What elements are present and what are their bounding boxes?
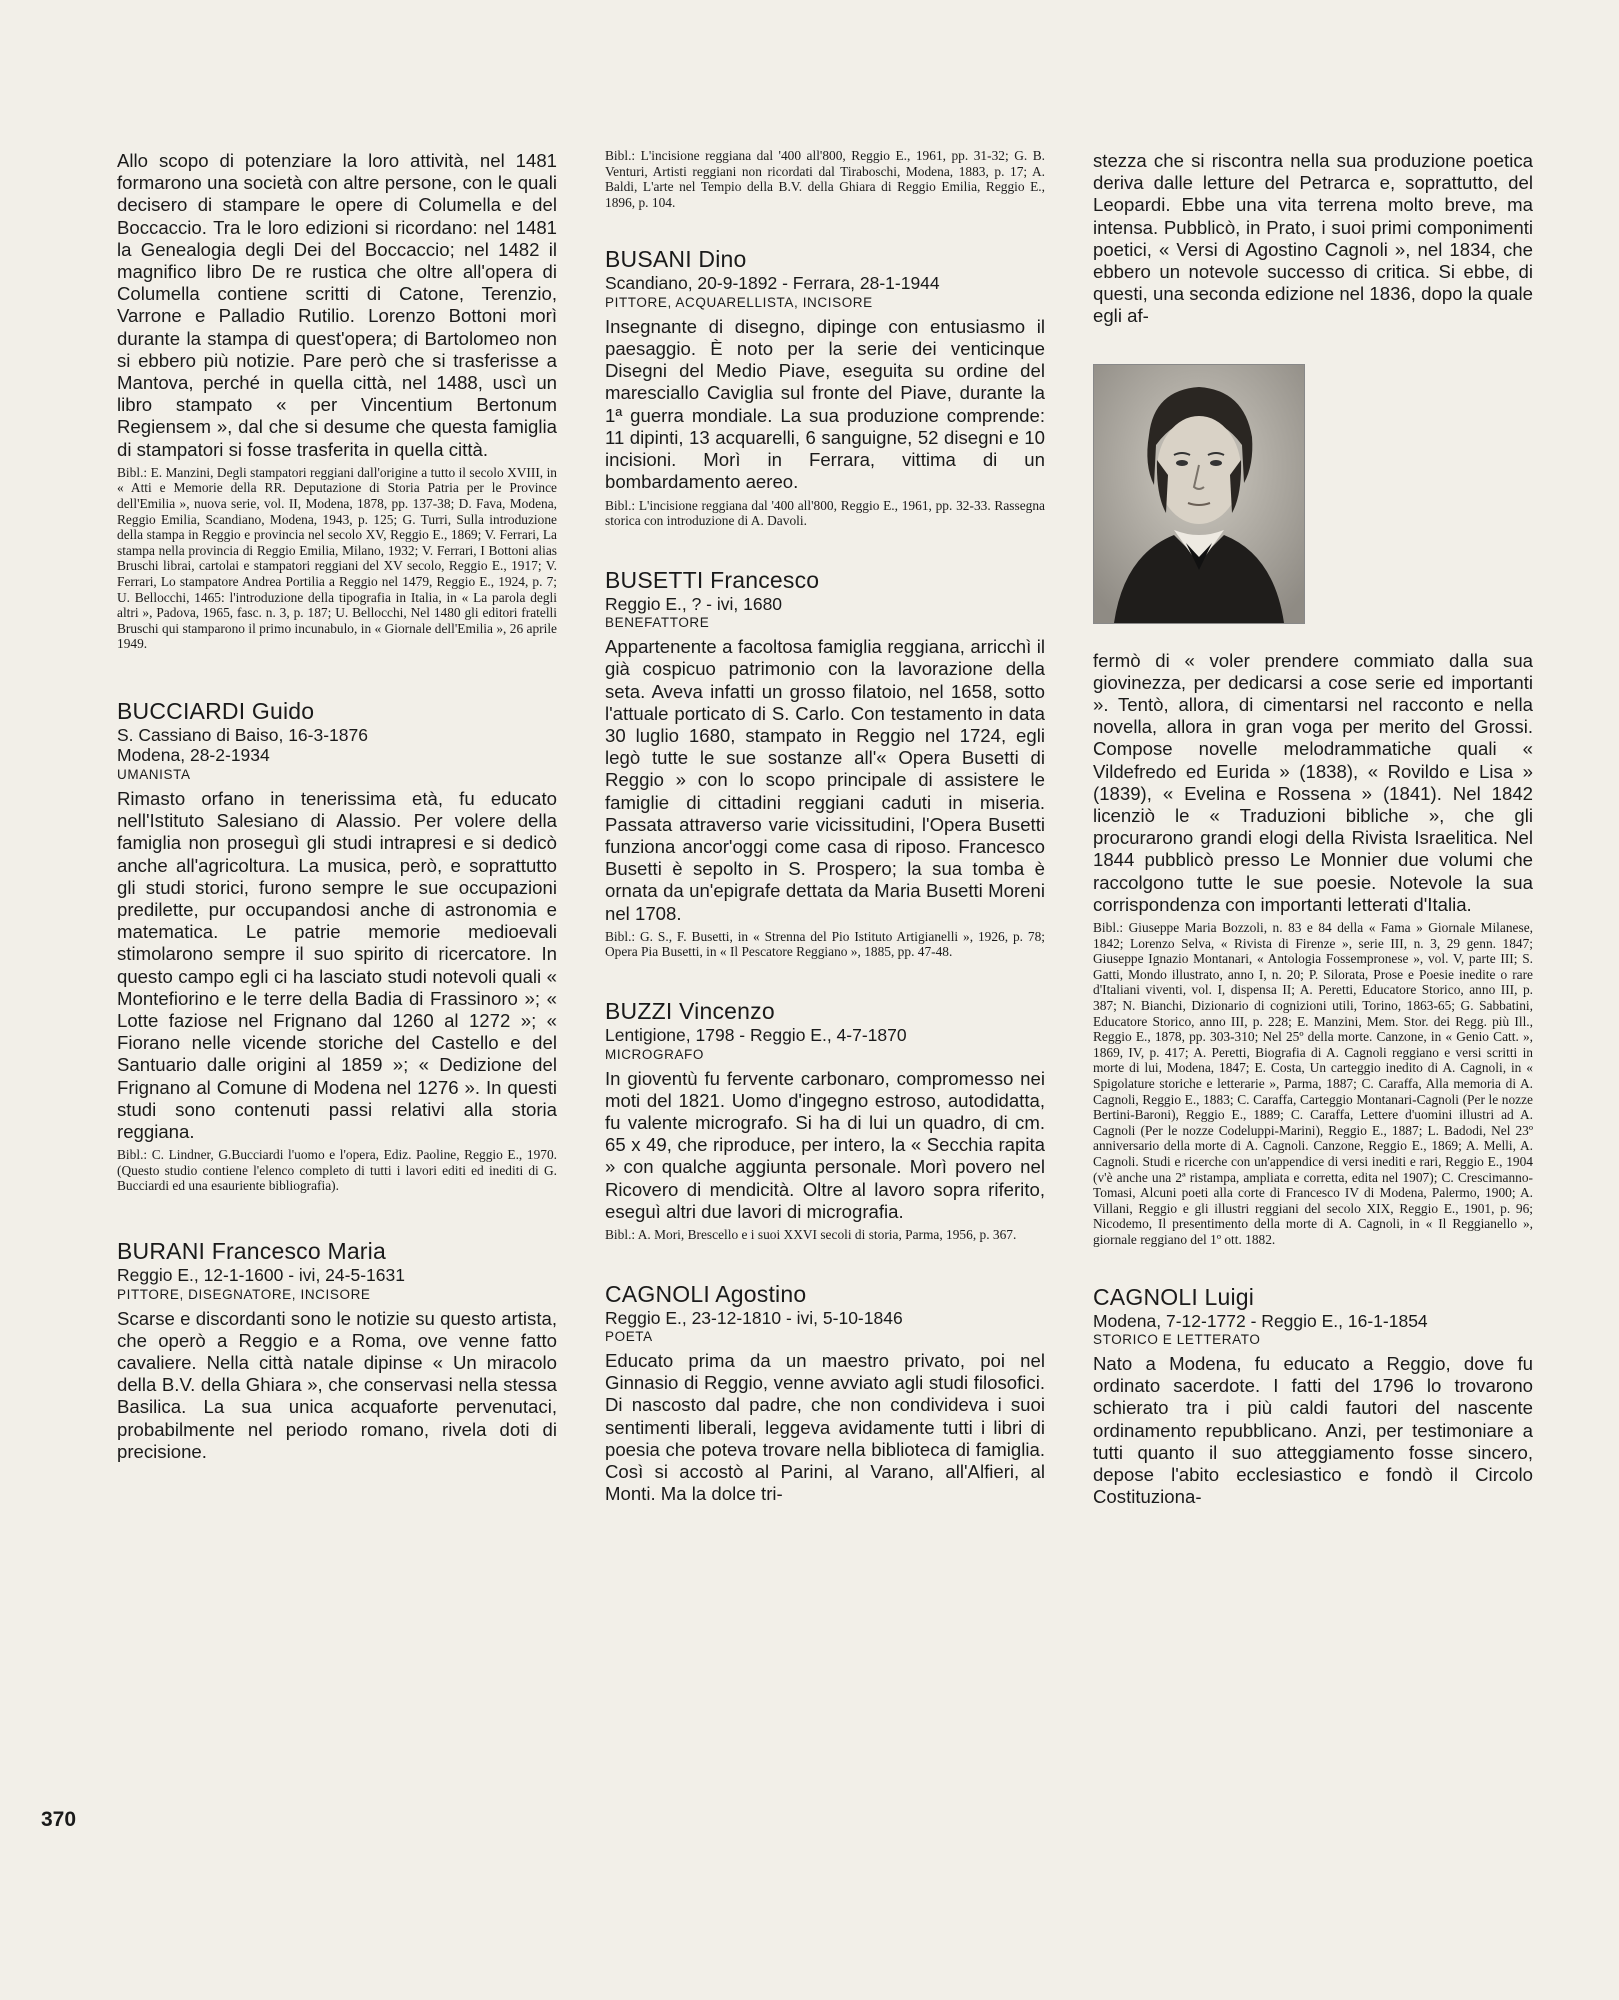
entry-place: Reggio E., 12-1-1600 - ivi, 24-5-1631: [117, 1265, 405, 1285]
entry-place: S. Cassiano di Baiso, 16-3-1876: [117, 724, 368, 745]
entry-cagnoli-luigi: [1093, 1284, 1533, 1509]
portrait-image: [1093, 364, 1305, 624]
entry-busetti: [605, 567, 1045, 960]
entry-name: BUZZI Vincenzo: [605, 998, 775, 1025]
entry-name: BUSETTI Francesco: [605, 566, 820, 593]
entry-bibliography: Bibl.: G. S., F. Busetti, in « Strenna del Pio Istituto Artigianelli », 1926, p. 78; Opera Pia Busetti, in « Il Pescatore Reggiano », 1885, pp. 47-48.: [605, 928, 1045, 960]
entry-name: CAGNOLI Luigi: [1093, 1283, 1255, 1310]
entry-text: Educato prima da un maestro privato, poi nel Ginnasio di Reggio, venne avviato agli studi filosofici. Di nascosto dal padre, che non condivideva i suoi sentimenti liberali, leggeva avidamente tutti i libri di poesia che poteva trovare nella biblioteca di famiglia. Così si accostò al Parini, al Varano, all'Alfieri, al Monti. Ma la dolce tri-: [605, 1350, 1045, 1505]
entry-text: Scarse e discordanti sono le notizie su questo artista, che operò a Reggio e a Roma, ove venne fatto cavaliere. Nella città natale dipinse « Un miracolo della B.V. della Ghiara », che conservasi nella stessa Basilica. La sua unica acquaforte pervenutaci, probabilmente nel periodo romano, rivela doti di precisione.: [117, 1307, 557, 1462]
entry-place: Modena, 7-12-1772 - Reggio E., 16-1-1854: [1093, 1310, 1428, 1331]
portrait-icon: [1094, 365, 1304, 623]
entry-role: POETA: [605, 1329, 653, 1345]
top-bibliography: Bibl.: L'incisione reggiana dal '400 all'800, Reggio E., 1961, pp. 31-32; G. B. Venturi, Artisti reggiani non ricordati dal Tiraboschi, Modena, 1883, p. 17; A. Baldi, L'arte nel Tempio della B.V. della Ghiara di Reggio Emilia, Reggio E., 1896, p. 104.: [605, 148, 1045, 210]
entry-busani: [605, 246, 1045, 528]
entry-cagnoli-agostino: [605, 1281, 1045, 1506]
column-2: [605, 148, 1045, 1505]
entry-role: STORICO E LETTERATO: [1093, 1332, 1261, 1348]
entry-place-2: Modena, 28-2-1934: [117, 745, 270, 766]
entry-burani: [117, 1238, 557, 1463]
entry-place: Lentigione, 1798 - Reggio E., 4-7-1870: [605, 1025, 907, 1046]
column-1: [117, 150, 557, 1463]
entry-place: Reggio E., ? - ivi, 1680: [605, 593, 783, 614]
continued-text: stezza che si riscontra nella sua produzione poetica deriva dalle letture del Petrarca e, soprattutto, del Leopardi. Ebbe una vita terrena molto breve, ma intensa. Pubblicò, in Prato, i suoi primi componimenti poetici, « Versi di Agostino Cagnoli », nel 1834, che ebbero un notevole successo di critica. Si ebbe, di questi, una seconda edizione nel 1836, dopo la quale egli af-: [1093, 150, 1533, 327]
continued-text-2: fermò di « voler prendere commiato dalla sua giovinezza, per dedicarsi a cose serie ed importanti ». Tentò, allora, di cimentarsi nel racconto e nella novella, allora in gran voga per merito del Grossi. Compose novelle melodrammatiche quali « Vildefredo ed Eurida » (1838), « Rovildo e Lisa » (1839), « Evelina e Rossena » (1841). Nel 1842 licenziò le « Traduzioni bibliche », che gli procurarono grandi elogi della Rivista Israelitica. Nel 1844 pubblicò presso Le Monnier due volumi che raccolgono tutte le sue poesie. Notevole la sua corrispondenza con importanti letterati d'Italia.: [1093, 649, 1533, 915]
page-number: 370: [41, 1808, 77, 1831]
entry-place: Scandiano, 20-9-1892 - Ferrara, 28-1-1944: [605, 273, 940, 294]
entry-name: BUCCIARDI Guido: [117, 697, 315, 724]
entry-text: Appartenente a facoltosa famiglia reggiana, arricchì il già cospicuo patrimonio con la lavorazione della seta. Aveva infatti un grosso filatoio, nel 1658, sotto l'attuale porticato di S. Carlo. Con testamento in data 30 luglio 1680, stampato in Reggio nel 1724, egli legò tutte le sue sostanze all'« Opera Busetti di Reggio » con lo scopo principale di assistere le famiglie di cittadini reggiani caduti in miseria. Passata attraverso varie vicissitudini, l'Opera Busetti funziona ancor'oggi come casa di riposo. Francesco Busetti è sepolto in S. Prospero; la sua tomba è ornata da un'epigrafe dettata da Maria Busetti Moreni nel 1708.: [605, 636, 1045, 924]
column-3: [1093, 150, 1533, 1508]
entry-role: BENEFATTORE: [605, 615, 710, 631]
cagnoli-agostino-bibliography: Bibl.: Giuseppe Maria Bozzoli, n. 83 e 84 della « Fama » Giornale Milanese, 1842; Lorenzo Selva, « Rivista di Firenze », serie III, n. 3, 29 genn. 1847; Giuseppe Ignazio Montanari, « Antologia Fossempronese », vol. V, parte III; S. Gatti, Mondo illustrato, anno I, n. 20; P. Silorata, Prose e Poesie inedite o rare d'Italiani viventi, vol. I, dispensa II; A. Peretti, Educatore Storico, anno III, p. 387; N. Bianchi, Dizionario di cognizioni utili, Torino, 1863-65; G. Sabbatini, Educatore Storico, anno III, p. 228; E. Manzini, Mem. Stor. dei Regg. più Ill., Reggio E., 1878, pp. 303-310; Nel 25º della morte. Canzone, in « Genio Catt. », 1869, IV, p. 417; A. Peretti, Biografia di A. Cagnoli reggiano e versi scritti in morte di lui, Modena, 1847; E. Costa, Un carteggio inedito di A. Cagnoli, in « Spigolature storiche e letterarie », Parma, 1887; C. Caraffa, Alla memoria di A. Cagnoli, Reggio E., 1883; C. Caraffa, Carteggio Montanari-Cagnoli (Per le nozze Bertini-Baroni), Reggio E., 1889; C. Caraffa, Lettere d'uomini illustri ad A. Cagnoli (Per le nozze Codeluppi-Marini), Reggio E., 1887; L. Badodi, Nel 23º anniversario della morte di A. Cagnoli. Canzone, Reggio E., 1869; A. Melli, A. Cagnoli. Studi e ricerche con un'appendice di versi inediti e rari, Reggio E., 1904 (v'è anche una 2ª ristampa, ampliata e corretta, edita nel 1907); C. Crescimanno-Tomasi, Alcuni poeti alla corte di Francesco IV di Modena, Palermo, 1900; A. Villani, Reggio e gli illustri reggiani del secolo XIX, Reggio E., 1901, p. 96; Nicodemo, Il presentimento della morte di A. Cagnoli, in « Il Reggianello », giornale reggiano del 1º ott. 1882.: [1093, 920, 1533, 1247]
entry-text: Nato a Modena, fu educato a Reggio, dove fu ordinato sacerdote. I fatti del 1796 lo trovarono schierato tra i più caldi fautori del nascente ordinamento repubblicano. Anzi, per testimoniare a tutti quanto il suo atteggiamento fosse sincero, depose l'abito ecclesiastico e fondò il Circolo Costituziona-: [1093, 1353, 1533, 1508]
intro-bibliography: Bibl.: E. Manzini, Degli stampatori reggiani dall'origine a tutto il secolo XVIII, in « Atti e Memorie della RR. Deputazione di Storia Patria per le Province dell'Emilia », nuova serie, vol. II, Modena, 1878, pp. 137-38; D. Fava, Modena, Reggio Emilia, Scandiano, Modena, 1943, p. 125; G. Turri, Sulla introduzione della stampa in Reggio e provincia nel secolo XV, Reggio E., 1869; V. Ferrari, La stampa nella provincia di Reggio Emilia, Milano, 1932; V. Ferrari, I Bottoni alias Bruschi librai, cartolai e stampatori reggiani del XV secolo, Reggio E., 1917; V. Ferrari, Lo stampatore Andrea Portilia a Reggio nel 1479, Reggio E., 1924, p. 7; U. Bellocchi, 1465: l'introduzione della tipografia in Italia, in « La parola degli altri », Padova, 1965, fasc. n. 3, p. 187; U. Bellocchi, Nel 1480 gli editori fratelli Bruschi qui stamparono il primo incunabulo, in « Giornale dell'Emilia », 26 aprile 1949.: [117, 464, 557, 652]
entry-role: PITTORE, ACQUARELLISTA, INCISORE: [605, 294, 873, 310]
entry-bucciardi: [117, 698, 557, 1194]
entry-text: In gioventù fu fervente carbonaro, compromesso nei moti del 1821. Uomo d'ingegno estroso, autodidatta, fu valente micrografo. Si ha di lui un quadro, di cm. 65 x 49, che riproduce, per intero, la « Secchia rapita » con qualche aggiunta personale. Morì povero nel Ricovero di mendicità. Oltre al lavoro sopra riferito, eseguì altri due lavori di micrografia.: [605, 1067, 1045, 1222]
entry-buzzi: [605, 998, 1045, 1243]
entry-name: CAGNOLI Agostino: [605, 1280, 807, 1307]
entry-name: BUSANI Dino: [605, 246, 747, 273]
entry-role: PITTORE, DISEGNATORE, INCISORE: [117, 1286, 371, 1302]
entry-role: MICROGRAFO: [605, 1046, 704, 1062]
entry-bibliography: Bibl.: C. Lindner, G.Bucciardi l'uomo e l'opera, Ediz. Paoline, Reggio E., 1970. (Questo studio contiene l'elenco completo di tutti i lavori editi ed inediti di G. Bucciardi ed una esauriente bibliografia).: [117, 1147, 557, 1194]
entry-bibliography: Bibl.: L'incisione reggiana dal '400 all'800, Reggio E., 1961, pp. 32-33. Rassegna storica con introduzione di A. Davoli.: [605, 497, 1045, 529]
entry-role: UMANISTA: [117, 766, 191, 782]
entry-text: Rimasto orfano in tenerissima età, fu educato nell'Istituto Salesiano di Alassio. Per volere della famiglia non proseguì gli studi intrapresi e si dedicò anche all'agricoltura. La musica, però, e soprattutto gli studi storici, furono sempre le sue occupazioni predilette, pur occupandosi anche di astronomia e matematica. Le patrie memorie medioevali stimolarono sempre il suo spirito di ricercatore. In questo campo egli ci ha lasciato studi notevoli quali « Montefiorino e le terre della Badia di Frassinoro »; « Lotte faziose nel Frignano dal 1260 al 1272 »; « Fiorano nelle vicende storiche del Castello e del Santuario dalle origini al 1859 »; « Dedizione del Frignano al Comune di Modena nel 1276 ». In questi studi sono contenuti passi relativi alla storia reggiana.: [117, 787, 557, 1143]
entry-place: Reggio E., 23-12-1810 - ivi, 5-10-1846: [605, 1307, 903, 1328]
entry-bibliography: Bibl.: A. Mori, Brescello e i suoi XXVI secoli di storia, Parma, 1956, p. 367.: [605, 1226, 1017, 1242]
entry-text: Insegnante di disegno, dipinge con entusiasmo il paesaggio. È noto per la serie dei venticinque Disegni del Medio Piave, eseguita su ordine del maresciallo Caviglia sul fronte del Piave, durante la 1ª guerra mondiale. La sua produzione comprende: 11 dipinti, 13 acquarelli, 6 sanguigne, 52 disegni e 10 incisioni. Morì in Ferrara, vittima di un bombardamento aereo.: [605, 315, 1045, 493]
entry-name: BURANI Francesco Maria: [117, 1238, 386, 1264]
intro-text: Allo scopo di potenziare la loro attività, nel 1481 formarono una società con altre persone, con le quali decisero di stampare le opere di Columella e del Boccaccio. Tra le loro edizioni si ricordano: nel 1481 la Genealogia degli Dei del Boccaccio; nel 1482 il magnifico libro De re rustica che oltre all'opera di Columella contiene scritti di Catone, Terenzio, Varrone e Palladio Rutilio. Lorenzo Bottoni morì durante la stampa di quest'opera; di Bartolomeo non si ebbero più notizie. Pare però che si trasferisse a Mantova, perché in quella città, nel 1488, uscì un libro stampato « per Vincentium Bertonum Regiensem », dal che si desume che questa famiglia di stampatori si fosse trasferita in quella città.: [117, 150, 557, 460]
